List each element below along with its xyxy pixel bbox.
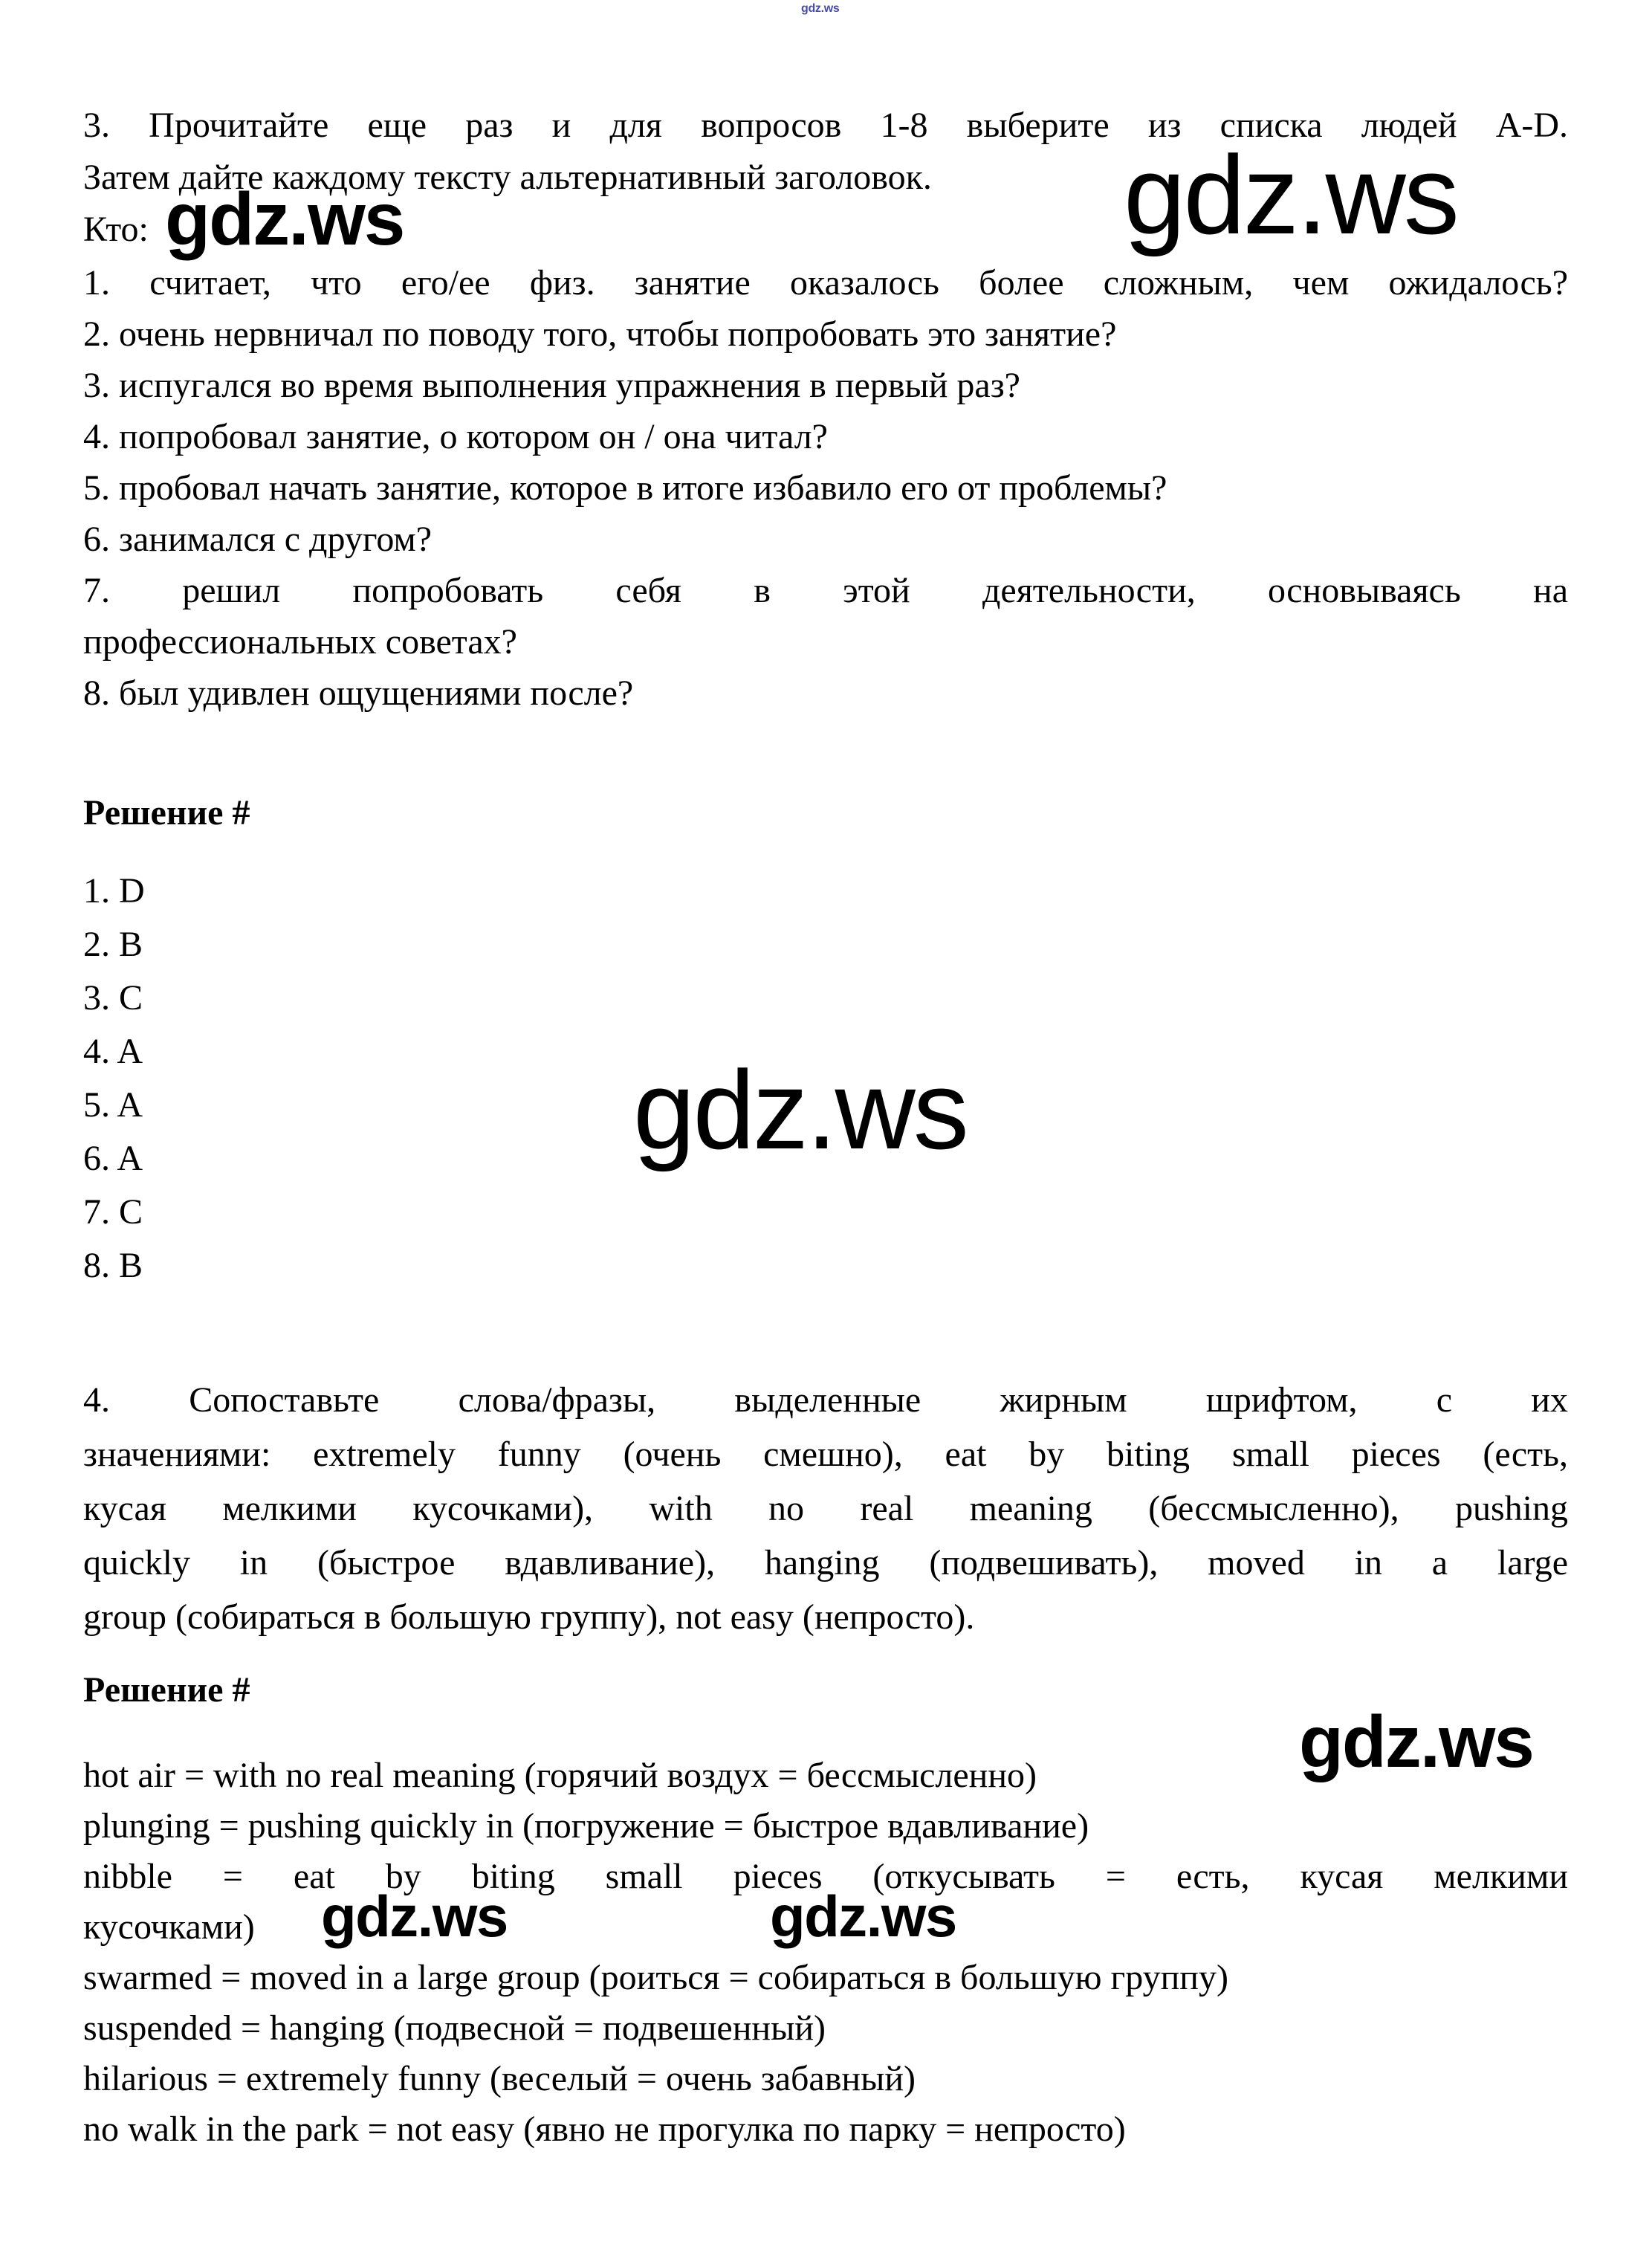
match-line-2: plunging = pushing quickly in (погружение = быстрое вдавливание) <box>83 1806 1089 1846</box>
task3-who-label: Кто: <box>83 210 149 249</box>
question-line-4: 4. попробовал занятие, о котором он / она читал? <box>83 417 828 456</box>
task4-intro-line-4: quickly in (быстрое вдавливание), hanging (подвешивать), moved in a large <box>83 1543 1568 1582</box>
question-line-7b: профессиональных советах? <box>83 622 517 662</box>
gdzws-watermark-center: gdz.ws <box>633 1047 967 1172</box>
answer-line-8: 8. B <box>83 1246 143 1285</box>
question-line-1: 1. считает, что его/ее физ. занятие оказалось более сложным, чем ожидалось? <box>83 263 1568 303</box>
question-line-3: 3. испугался во время выполнения упражнения в первый раз? <box>83 366 1020 405</box>
gdzws-watermark-solution-right: gdz.ws <box>1299 1701 1533 1782</box>
match-line-3b: кусочками) <box>83 1907 255 1947</box>
question-line-5: 5. пробовал начать занятие, которое в итоге избавило его от проблемы? <box>83 468 1167 508</box>
match-line-7: no walk in the park = not easy (явно не прогулка по парку = непросто) <box>83 2109 1126 2149</box>
match-line-1: hot air = with no real meaning (горячий воздух = бессмысленно) <box>83 1756 1037 1795</box>
match-line-5: suspended = hanging (подвесной = подвешенный) <box>83 2008 826 2048</box>
task4-intro-line-5: group (собираться в большую группу), not easy (непросто). <box>83 1597 975 1637</box>
gdzws-watermark-bottom-left: gdz.ws <box>321 1884 508 1949</box>
answer-line-7: 7. C <box>83 1192 143 1232</box>
question-line-8: 8. был удивлен ощущениями после? <box>83 673 634 713</box>
task3-solution-heading: Решение # <box>83 793 250 832</box>
answer-line-2: 2. B <box>83 925 143 964</box>
answer-line-5: 5. A <box>83 1085 143 1125</box>
question-line-2: 2. очень нервничал по поводу того, чтобы попробовать это занятие? <box>83 314 1117 354</box>
answer-line-4: 4. A <box>83 1032 143 1071</box>
answer-line-6: 6. A <box>83 1139 143 1178</box>
gdzws-watermark-top-right: gdz.ws <box>1124 132 1457 257</box>
task4-intro-line-2: значениями: extremely funny (очень смешно), eat by biting small pieces (есть, <box>83 1435 1568 1474</box>
match-line-6: hilarious = extremely funny (веселый = очень забавный) <box>83 2059 916 2098</box>
gdzws-watermark-bottom-center: gdz.ws <box>770 1884 956 1949</box>
match-line-4: swarmed = moved in a large group (роиться = собираться в большую группу) <box>83 1958 1228 1997</box>
task4-intro-line-1: 4. Сопоставьте слова/фразы, выделенные жирным шрифтом, с их <box>83 1380 1568 1420</box>
answer-line-3: 3. C <box>83 978 143 1018</box>
task4-solution-heading: Решение # <box>83 1670 250 1710</box>
question-line-6: 6. занимался с другом? <box>83 520 433 559</box>
task4-intro-line-3: кусая мелкими кусочками), with no real meaning (бессмысленно), pushing <box>83 1489 1568 1528</box>
task3-intro-line-2: Затем дайте каждому тексту альтернативный заголовок. <box>83 158 932 197</box>
gdzws-watermark-inline: gdz.ws <box>165 178 404 261</box>
task3-intro-line-1: 3. Прочитайте еще раз и для вопросов 1-8 выберите из списка людей A-D. <box>83 106 1568 145</box>
gdzws-watermark-top: gdz.ws <box>801 2 840 15</box>
question-line-7a: 7. решил попробовать себя в этой деятельности, основываясь на <box>83 571 1568 610</box>
answer-line-1: 1. D <box>83 871 145 911</box>
match-line-3a: nibble = eat by biting small pieces (откусывать = есть, кусая мелкими <box>83 1857 1568 1896</box>
